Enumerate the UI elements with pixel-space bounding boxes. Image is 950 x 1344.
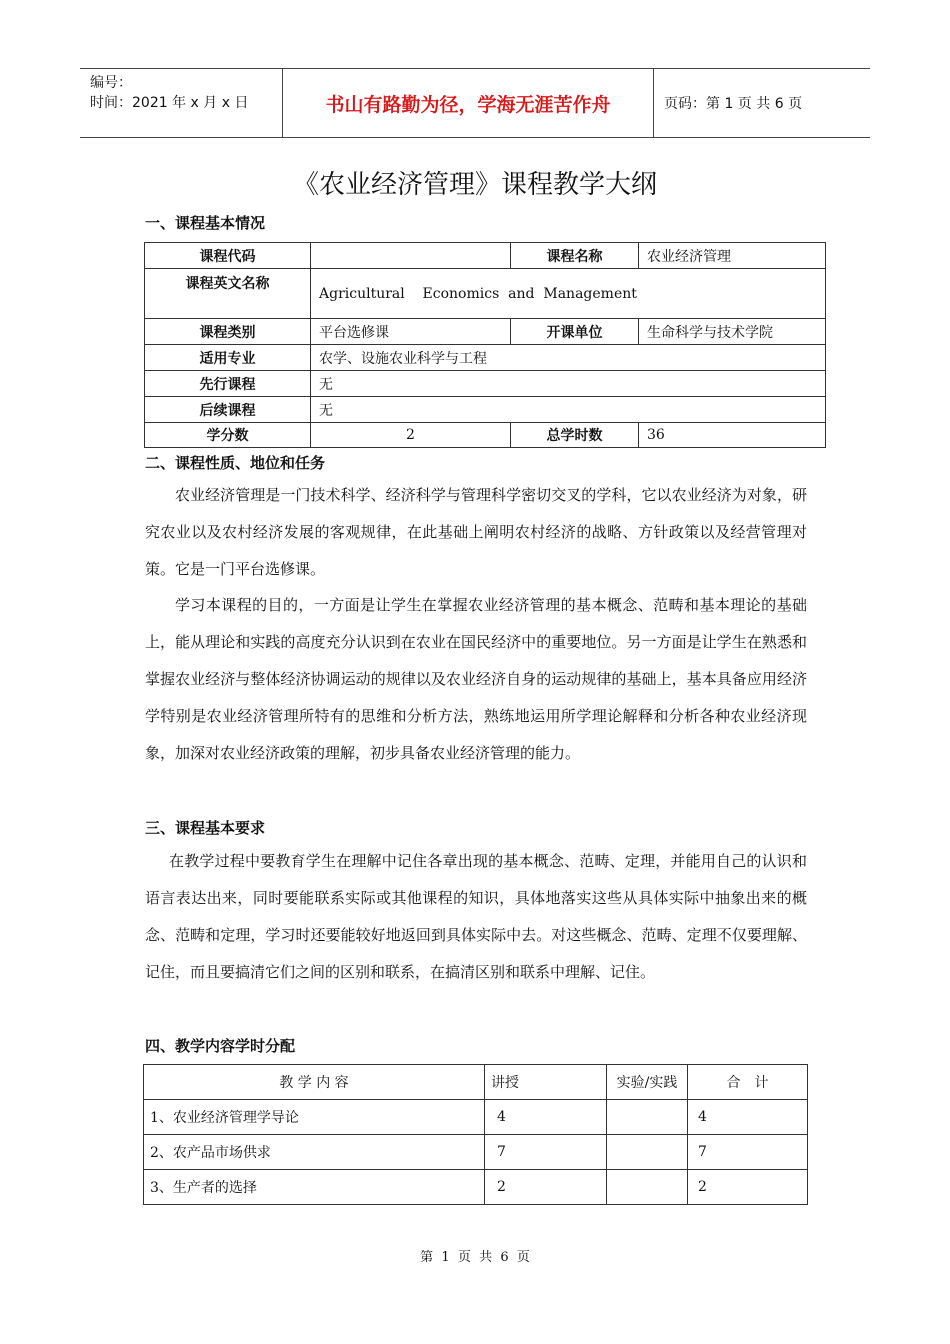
row-lab-hours	[607, 1100, 688, 1135]
prerequisite-value: 无	[311, 371, 826, 397]
credits-value: 2	[311, 423, 511, 448]
table-row	[144, 1170, 808, 1205]
total-hours-label: 总学时数	[511, 423, 639, 448]
header-meta	[80, 69, 282, 137]
row-lab-hours	[607, 1170, 688, 1205]
course-name-value: 农业经济管理	[639, 243, 826, 269]
course-info-table	[144, 242, 826, 448]
course-code-label: 课程代码	[145, 243, 311, 269]
row-content: 2、农产品市场供求	[144, 1135, 485, 1170]
table-row	[145, 319, 826, 345]
applicable-major-value: 农学、设施农业科学与工程	[311, 345, 826, 371]
paragraph-requirements: 在教学过程中要教育学生在理解中记住各章出现的基本概念、范畴、定理，并能用自己的认识和语言表达出来，同时要能联系实际或其他课程的知识，具体地落实这些从具体实际中抽象出来的概念、范畴和定理，学习时还要能较好地返回到具体实际中去。对这些概念、范畴、定理不仅要理解、记住，而且要搞清它们之间的区别和联系，在搞清区别和联系中理解、记住。	[145, 852, 807, 981]
paragraph-nature-2: 学习本课程的目的，一方面是让学生在掌握农业经济管理的基本概念、范畴和基本理论的基础上，能从理论和实践的高度充分认识到在农业在国民经济中的重要地位。另一方面是让学生在熟悉和掌握农业经济与整体经济协调运动的规律以及农业经济自身的运动规律的基础上，基本具备应用经济学特别是农业经济管理所特有的思维和分析方法，熟练地运用所学理论解释和分析各种农业经济现象，加深对农业经济政策的理解，初步具备农业经济管理的能力。	[145, 596, 807, 762]
column-header-lecture: 讲授	[485, 1065, 607, 1100]
row-lab-hours	[607, 1135, 688, 1170]
row-total-hours: 4	[688, 1100, 808, 1135]
table-header-row	[144, 1065, 808, 1100]
credits-label: 学分数	[145, 423, 311, 448]
table-row	[145, 345, 826, 371]
section-heading-nature: 二、课程性质、地位和任务	[145, 454, 326, 472]
row-content: 3、生产者的选择	[144, 1170, 485, 1205]
table-row	[145, 269, 826, 319]
offering-unit-value: 生命科学与技术学院	[639, 319, 826, 345]
row-lecture-hours: 7	[485, 1135, 607, 1170]
column-header-total: 合 计	[688, 1065, 808, 1100]
follow-up-course-value: 无	[311, 397, 826, 423]
table-row	[144, 1100, 808, 1135]
follow-up-course-label: 后续课程	[145, 397, 311, 423]
table-row	[145, 371, 826, 397]
table-row	[144, 1135, 808, 1170]
document-number: 编号：	[90, 75, 132, 91]
section-heading-basic-info: 一、课程基本情况	[145, 214, 266, 232]
document-date: 时间：2021 年 x 月 x 日	[90, 95, 249, 111]
section-heading-hours-allocation: 四、教学内容学时分配	[145, 1037, 296, 1055]
hours-allocation-table	[143, 1064, 808, 1205]
applicable-major-label: 适用专业	[145, 345, 311, 371]
section-heading-requirements: 三、课程基本要求	[145, 819, 266, 837]
course-english-name-value: Agricultural Economics and Management	[311, 269, 826, 319]
course-code-value	[311, 243, 511, 269]
header-page-info: 页码：第 1 页 共 6 页	[664, 96, 803, 112]
page-footer: 第 1 页 共 6 页	[420, 1250, 530, 1265]
course-name-label: 课程名称	[511, 243, 639, 269]
course-type-value: 平台选修课	[311, 319, 511, 345]
row-total-hours: 2	[688, 1170, 808, 1205]
header-motto: 书山有路勤为径，学海无涯苦作舟	[282, 69, 654, 137]
row-total-hours: 7	[688, 1135, 808, 1170]
offering-unit-label: 开课单位	[511, 319, 639, 345]
column-header-content: 教 学 内 容	[144, 1065, 485, 1100]
document-title: 《农业经济管理》课程教学大纲	[292, 170, 657, 200]
row-lecture-hours: 4	[485, 1100, 607, 1135]
row-lecture-hours: 2	[485, 1170, 607, 1205]
page-header	[80, 68, 870, 138]
prerequisite-label: 先行课程	[145, 371, 311, 397]
table-row	[145, 243, 826, 269]
paragraph-nature-1: 农业经济管理是一门技术科学、经济科学与管理科学密切交叉的学科，它以农业经济为对象，研究农业以及农村经济发展的客观规律，在此基础上阐明农村经济的战略、方针政策以及经营管理对策。它是一门平台选修课。	[145, 486, 807, 578]
total-hours-value: 36	[639, 423, 826, 448]
course-type-label: 课程类别	[145, 319, 311, 345]
course-english-name-label: 课程英文名称	[145, 269, 311, 319]
column-header-lab: 实验/实践	[607, 1065, 688, 1100]
table-row	[145, 397, 826, 423]
table-row	[145, 423, 826, 448]
row-content: 1、农业经济管理学导论	[144, 1100, 485, 1135]
